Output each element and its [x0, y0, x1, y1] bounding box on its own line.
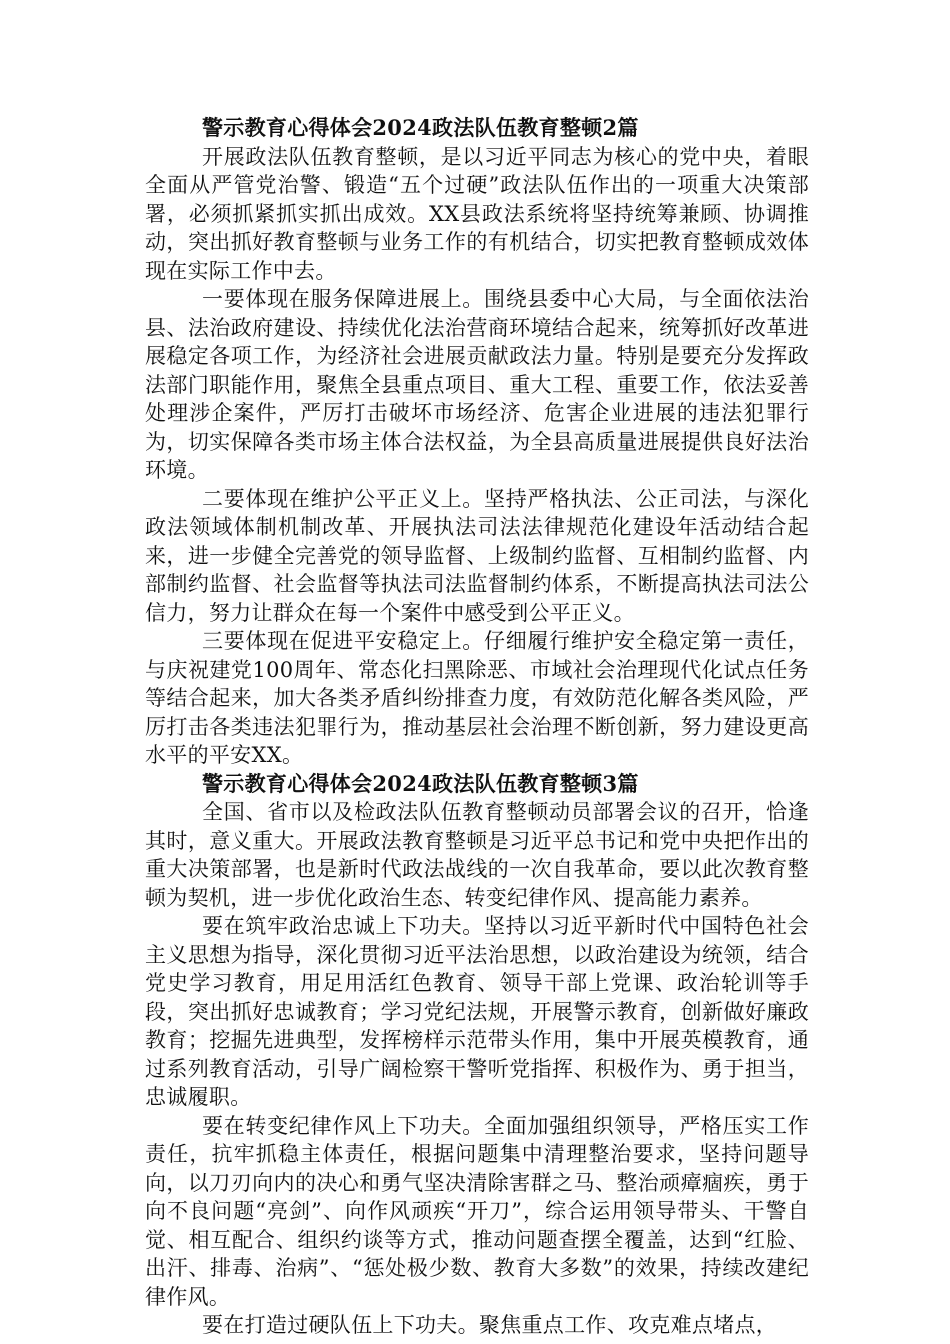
paragraph: 三要体现在促进平安稳定上。仔细履行维护安全稳定第一责任，与庆祝建党100周年、常态化扫黑除恶、市域社会治理现代化试点任务等结合起来，加大各类矛盾纠纷排查力度，有效防范化解各类风险，严厉打击各类违法犯罪行为，推动基层社会治理不断创新，努力建设更高水平的平安XX。 — [145, 629, 809, 767]
paragraph: 二要体现在维护公平正义上。坚持严格执法、公正司法，与深化政法领域体制机制改革、开展执法司法法律规范化建设年活动结合起来，进一步健全完善党的领导监督、上级制约监督、互相制约监督、内部制约监督、社会监督等执法司法监督制约体系，不断提高执法司法公信力，努力让群众在每一个案件中感受到公平正义。 — [145, 486, 809, 625]
paragraph: 开展政法队伍教育整顿，是以习近平同志为核心的党中央，着眼全面从严管党治警、锻造“五个过硬”政法队伍作出的一项重大决策部署，必须抓紧抓实抓出成效。XX县政法系统将坚持统筹兼顾、协调推动，突出抓好教育整顿与业务工作的有机结合，切实把教育整顿成效体现在实际工作中去。 — [145, 144, 809, 283]
paragraph: 要在打造过硬队伍上下功夫。聚焦重点工作、攻克难点堵点， — [202, 1313, 778, 1337]
document-page — [145, 114, 809, 1340]
paragraph: 要在筑牢政治忠诚上下功夫。坚持以习近平新时代中国特色社会主义思想为指导，深化贯彻习近平法治思想，以政治建设为统领，结合党史学习教育，用足用活红色教育、领导干部上党课、政治轮训等手段，突出抓好忠诚教育；学习党纪法规，开展警示教育，创新做好廉政教育；挖掘先进典型，发挥榜样示范带头作用，集中开展英模教育，通过系列教育活动，引导广阔检察干警听党指挥、积极作为、勇于担当，忠诚履职。 — [145, 914, 809, 1109]
paragraph: 一要体现在服务保障进展上。围绕县委中心大局，与全面依法治县、法治政府建设、持续优化法治营商环境结合起来，统筹抓好改革进展稳定各项工作，为经济社会进展贡献政法力量。特别是要充分发挥政法部门职能作用，聚焦全县重点项目、重大工程、重要工作，依法妥善处理涉企案件，严厉打击破坏市场经济、危害企业进展的违法犯罪行为，切实保障各类市场主体合法权益，为全县高质量进展提供良好法治环境。 — [145, 287, 809, 482]
paragraph: 全国、省市以及检政法队伍教育整顿动员部署会议的召开，恰逢其时，意义重大。开展政法教育整顿是习近平总书记和党中央把作出的重大决策部署，也是新时代政法战线的一次自我革命，要以此次教育整顿为契机，进一步优化政治生态、转变纪律作风、提高能力素养。 — [145, 800, 809, 910]
paragraph: 要在转变纪律作风上下功夫。全面加强组织领导，严格压实工作责任，抗牢抓稳主体责任，根据问题集中清理整治要求，坚持问题导向，以刀刃向内的决心和勇气坚决清除害群之马、整治顽瘴痼疾，勇于向不良问题“亮剑”、向作风顽疾“开刀”，综合运用领导带头、干警自觉、相互配合、组织约谈等方式，推动问题查摆全覆盖，达到“红脸、出汗、排毒、治病”、“惩处极少数、教育大多数”的效果，持续改建纪律作风。 — [145, 1113, 809, 1309]
section-heading-3: 警示教育心得体会2024政法队伍教育整顿3篇 — [202, 770, 639, 796]
section-heading-2: 警示教育心得体会2024政法队伍教育整顿2篇 — [202, 115, 639, 140]
